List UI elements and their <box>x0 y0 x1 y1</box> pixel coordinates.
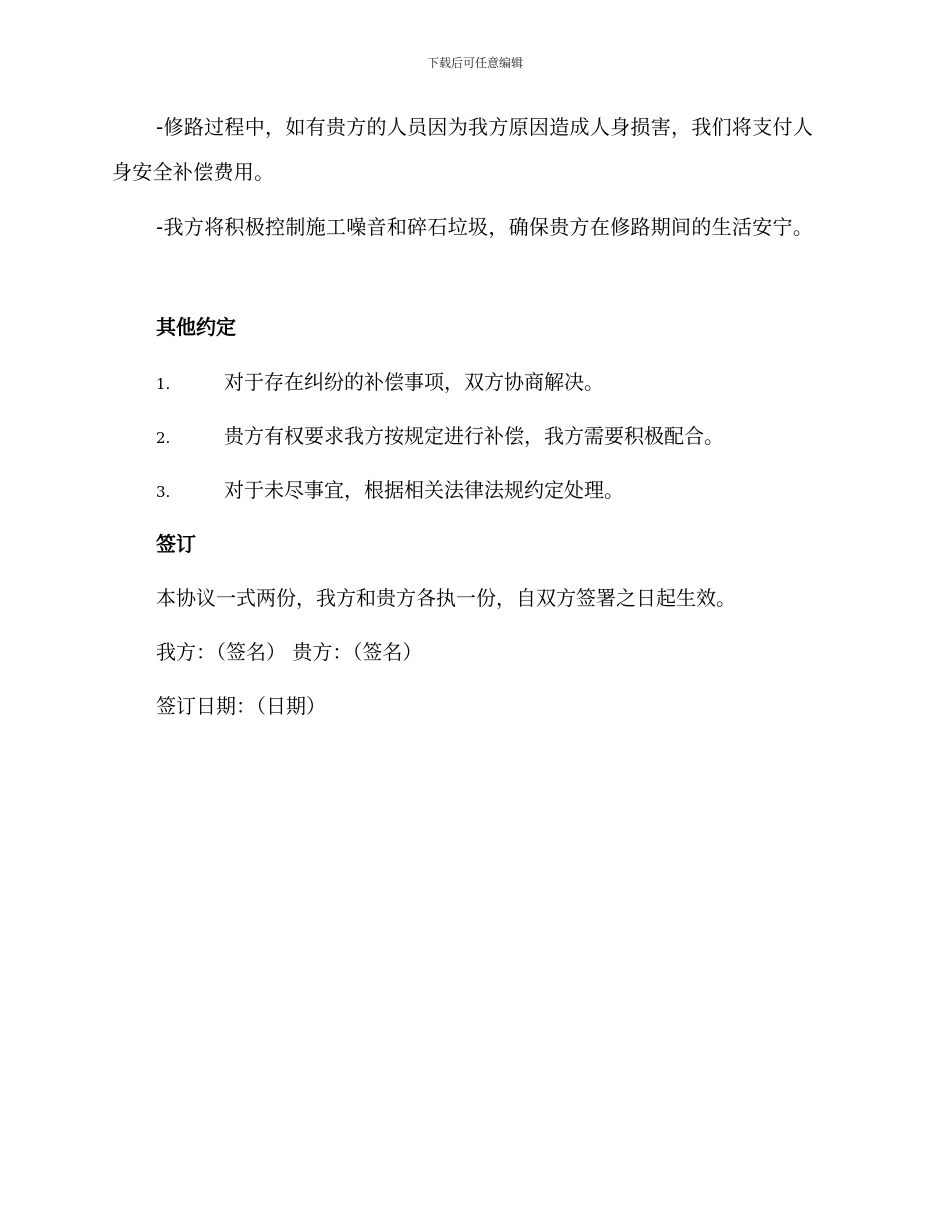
list-text: 对于存在纠纷的补偿事项，双方协商解决。 <box>224 370 604 394</box>
list-number: 2. <box>156 429 171 447</box>
signature-line: 我方：（签名） 贵方：（签名） <box>156 640 423 664</box>
signing-statement: 本协议一式两份，我方和贵方各执一份，自双方签署之日起生效。 <box>156 586 736 610</box>
list-number: 3. <box>156 483 171 501</box>
signing-date-line: 签订日期：（日期） <box>156 694 326 718</box>
list-text: 对于未尽事宜，根据相关法律法规约定处理。 <box>224 478 624 502</box>
section-title-other-terms: 其他约定 <box>156 315 236 339</box>
paragraph-personal-safety: -修路过程中，如有贵方的人员因为我方原因造成人身损害，我们将支付人身安全补偿费用。 <box>112 115 814 184</box>
section-title-signing: 签订 <box>156 532 196 556</box>
paragraph-noise-control: -我方将积极控制施工噪音和碎石垃圾，确保贵方在修路期间的生活安宁。 <box>156 215 814 239</box>
list-number: 1. <box>156 375 171 393</box>
list-item <box>156 476 836 504</box>
header-note: 下载后可任意编辑 <box>426 56 523 70</box>
list-item <box>156 422 836 450</box>
list-item <box>156 368 836 396</box>
list-text: 贵方有权要求我方按规定进行补偿，我方需要积极配合。 <box>224 424 724 448</box>
